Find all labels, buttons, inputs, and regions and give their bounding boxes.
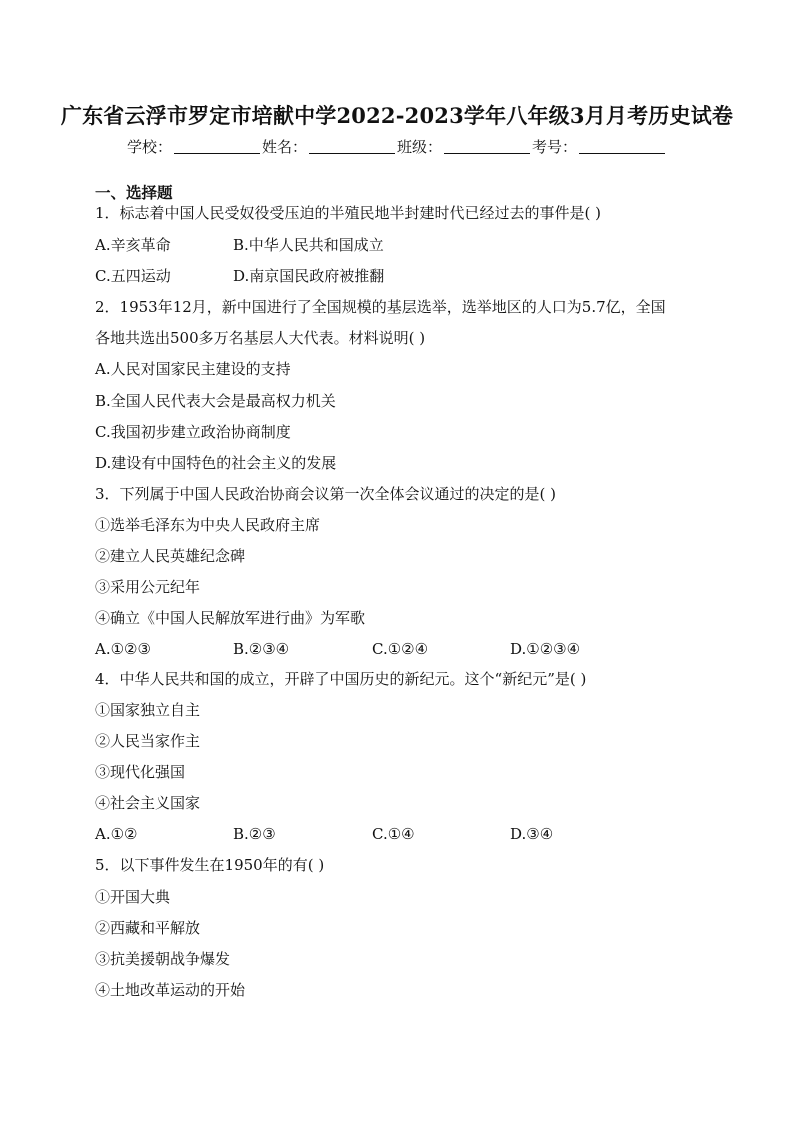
question-3-option-b: B.②③④ — [233, 640, 290, 658]
question-1-stem: 1．标志着中国人民受奴役受压迫的半殖民地半封建时代已经过去的事件是( ) — [95, 204, 602, 222]
question-4-option-d: D.③④ — [510, 825, 554, 843]
question-4-item-1: ①国家独立自主 — [95, 701, 201, 719]
question-1-option-c: C.五四运动 — [95, 267, 171, 285]
name-blank — [309, 138, 395, 154]
question-2-option-d: D.建设有中国特色的社会主义的发展 — [95, 454, 337, 472]
number-label: 考号： — [532, 138, 578, 156]
section-title: 一、选择题 — [95, 183, 173, 202]
school-blank — [174, 138, 260, 154]
question-4-item-4: ④社会主义国家 — [95, 794, 201, 812]
question-2-option-c: C.我国初步建立政治协商制度 — [95, 423, 291, 441]
question-5-item-1: ①开国大典 — [95, 888, 171, 906]
question-4-option-a: A.①② — [95, 825, 138, 843]
exam-title: 广东省云浮市罗定市培献中学2022-2023学年八年级3月月考历史试卷 — [60, 103, 734, 128]
question-4-option-b: B.②③ — [233, 825, 276, 843]
question-2-option-a: A.人民对国家民主建设的支持 — [95, 360, 291, 378]
question-4-item-3: ③现代化强国 — [95, 763, 186, 781]
question-2-stem-line-2: 各地共选出500多万名基层人大代表。材料说明( ) — [95, 329, 426, 347]
question-5-item-4: ④土地改革运动的开始 — [95, 981, 246, 999]
question-3-option-a: A.①②③ — [95, 640, 151, 658]
question-4-option-c: C.①④ — [372, 825, 415, 843]
question-3-stem: 3．下列属于中国人民政治协商会议第一次全体会议通过的决定的是( ) — [95, 485, 557, 503]
question-3-option-d: D.①②③④ — [510, 640, 581, 658]
class-blank — [444, 138, 530, 154]
question-3-option-c: C.①②④ — [372, 640, 429, 658]
question-1-option-a: A.辛亥革命 — [95, 236, 171, 254]
question-1-option-b: B.中华人民共和国成立 — [233, 236, 384, 254]
student-info-row — [0, 136, 794, 157]
question-4-item-2: ②人民当家作主 — [95, 732, 201, 750]
number-blank — [579, 138, 665, 154]
question-1-option-d: D.南京国民政府被推翻 — [233, 267, 385, 285]
question-5-item-3: ③抗美援朝战争爆发 — [95, 950, 231, 968]
school-label: 学校： — [126, 138, 172, 156]
question-2-option-b: B.全国人民代表大会是最高权力机关 — [95, 392, 336, 410]
name-label: 姓名： — [261, 138, 307, 156]
question-3-item-3: ③采用公元纪年 — [95, 578, 201, 596]
question-3-item-1: ①选举毛泽东为中央人民政府主席 — [95, 516, 321, 534]
question-4-stem: 4．中华人民共和国的成立，开辟了中国历史的新纪元。这个“新纪元”是( ) — [95, 670, 587, 688]
question-3-item-4: ④确立《中国人民解放军进行曲》为军歌 — [95, 609, 366, 627]
class-label: 班级： — [397, 138, 443, 156]
question-2-stem-line-1: 2．1953年12月，新中国进行了全国规模的基层选举，选举地区的人口为5.7亿，全国 — [95, 298, 666, 316]
question-5-stem: 5．以下事件发生在1950年的有( ) — [95, 856, 325, 874]
question-3-item-2: ②建立人民英雄纪念碑 — [95, 547, 246, 565]
question-5-item-2: ②西藏和平解放 — [95, 919, 201, 937]
